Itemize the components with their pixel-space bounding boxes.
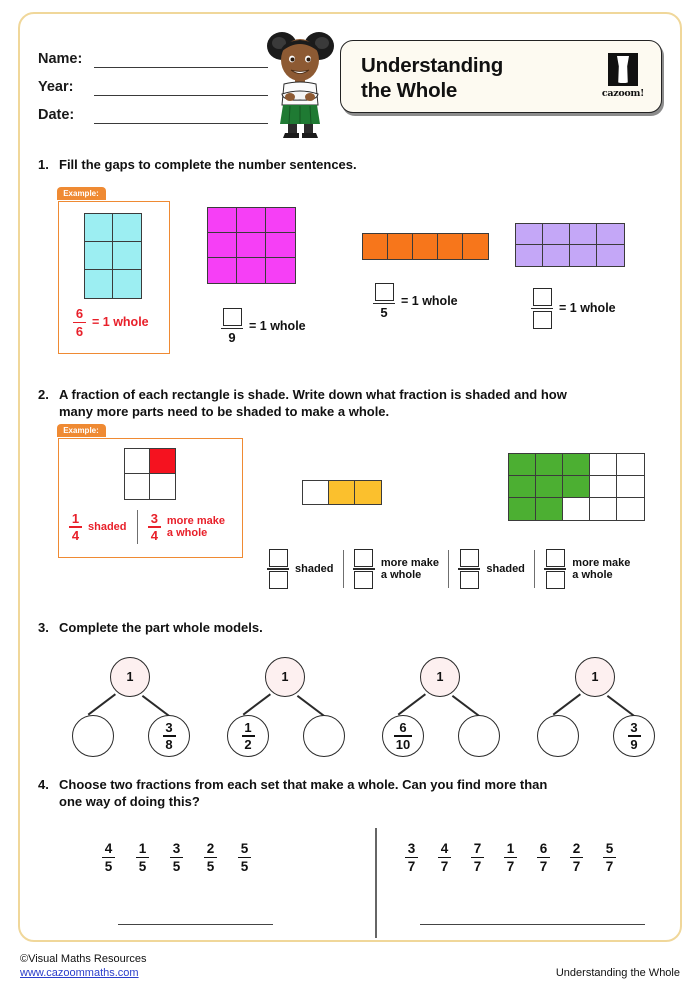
answer-fraction-more-1[interactable] <box>353 549 375 590</box>
denominator-answer-box[interactable] <box>546 571 565 589</box>
blank-fraction-over-5[interactable] <box>373 283 395 319</box>
answer-divider-3 <box>534 550 535 588</box>
question-2-answer-row <box>267 549 630 589</box>
part-circle-3-left <box>382 715 424 757</box>
cazoom-wordmark: cazoom! <box>601 88 645 99</box>
page-title-line-2: the Whole <box>361 79 458 102</box>
whole-circle-1: 1 <box>110 657 150 697</box>
example-shaded-label: shaded <box>88 520 127 533</box>
footer-sheet-title: Understanding the Whole <box>555 967 680 979</box>
denominator-value: 9 <box>228 329 236 345</box>
part-circle-3-right[interactable] <box>458 715 500 757</box>
set-b-fraction-3: $\frac{7}{7}$ <box>471 842 484 873</box>
example-shape-grid-cyan <box>85 214 141 298</box>
name-input-line[interactable] <box>94 54 268 68</box>
denominator-answer-box[interactable] <box>533 311 552 329</box>
numerator-answer-box[interactable] <box>223 308 242 326</box>
set-a-fraction-1: $\frac{4}{5}$ <box>102 842 115 873</box>
question-1-answer-2 <box>373 283 488 319</box>
shape-grid-yellow <box>303 481 381 504</box>
numerator-answer-box[interactable] <box>354 549 373 567</box>
set-b-fraction-5: $\frac{6}{7}$ <box>537 842 550 873</box>
set-a-fraction-3: $\frac{3}{5}$ <box>170 842 183 873</box>
year-field-row[interactable] <box>38 68 268 96</box>
part-whole-model-1 <box>60 657 200 757</box>
question-2-text-line-2: many more parts need to be shaded to make a whole. <box>59 404 390 419</box>
year-label: Year: <box>38 79 74 95</box>
question-1-example-box <box>58 189 170 354</box>
denominator-answer-box[interactable] <box>354 571 373 589</box>
question-1 <box>20 156 684 376</box>
example-equals-label: = 1 whole <box>92 315 149 330</box>
part-circle-4-right <box>613 715 655 757</box>
part-whole-model-2 <box>215 657 355 757</box>
question-2-item-2 <box>509 454 644 520</box>
set-b-fraction-4: $\frac{1}{7}$ <box>504 842 517 873</box>
equals-one-whole-label: = 1 whole <box>249 318 306 333</box>
answer-fraction-shaded-2[interactable] <box>458 549 480 590</box>
worksheet-title-plaque <box>340 40 662 113</box>
question-3-text: Complete the part whole models. <box>59 620 263 635</box>
question-1-item-3 <box>516 224 624 329</box>
example-answer-2 <box>69 509 225 545</box>
more-make-label-2: more make a whole <box>572 556 631 581</box>
whole-circle-3: 1 <box>420 657 460 697</box>
example-shape-grid-red <box>125 449 175 499</box>
question-1-answer-1 <box>221 308 306 344</box>
blank-fraction-over-9[interactable] <box>221 308 243 344</box>
page-title <box>361 53 576 103</box>
example-fraction-more: $\frac{3}{4}$ <box>148 512 161 543</box>
shape-grid-orange <box>363 234 488 259</box>
set-b-fraction-2: $\frac{4}{7}$ <box>438 842 451 873</box>
set-b-fraction-1: $\frac{3}{7}$ <box>405 842 418 873</box>
part-whole-model-3 <box>370 657 510 757</box>
example-tab-label: Example: <box>57 424 106 437</box>
whole-circle-4: 1 <box>575 657 615 697</box>
question-4-number: 4. <box>38 777 49 792</box>
part-fraction-3-8: $\frac{3}{8}$ <box>163 721 176 752</box>
question-2-example-box <box>58 426 243 558</box>
worksheet-page <box>18 12 682 942</box>
cazoom-glass-icon <box>608 53 638 86</box>
whole-circle-2: 1 <box>265 657 305 697</box>
part-circle-2-right[interactable] <box>303 715 345 757</box>
example-tab-label: Example: <box>57 187 106 200</box>
part-circle-1-right <box>148 715 190 757</box>
question-1-item-2 <box>363 234 488 319</box>
shaded-label-2: shaded <box>486 562 525 575</box>
more-make-label-1: more make a whole <box>380 556 439 581</box>
website-link[interactable]: www.cazoommaths.com <box>20 967 139 979</box>
part-fraction-6-10: $\frac{6}{10}$ <box>395 719 411 753</box>
name-field-row[interactable] <box>38 40 268 68</box>
question-4 <box>20 776 684 936</box>
shape-grid-purple <box>516 224 624 266</box>
question-1-text: Fill the gaps to complete the number sentences. <box>59 157 357 172</box>
part-whole-model-4 <box>525 657 665 757</box>
name-label: Name: <box>38 51 83 67</box>
question-4-text-line-2: one way of doing this? <box>59 794 200 809</box>
question-2-text-line-1: A fraction of each rectangle is shade. Write down what fraction is shaded and how <box>59 387 567 402</box>
date-field-row[interactable] <box>38 96 268 124</box>
question-1-answer-3 <box>531 288 624 329</box>
answer-fraction-more-2[interactable] <box>544 549 566 590</box>
example-divider <box>137 510 138 544</box>
question-4-set-b <box>405 842 616 873</box>
numerator-answer-box[interactable] <box>533 288 552 306</box>
blank-fraction-both[interactable] <box>531 288 553 329</box>
question-4-divider <box>375 828 377 938</box>
question-4-text-line-1: Choose two fractions from each set that make a whole. Can you find more than <box>59 777 548 792</box>
part-circle-4-left[interactable] <box>537 715 579 757</box>
shape-grid-green <box>509 454 644 520</box>
question-1-number: 1. <box>38 157 49 172</box>
part-circle-1-left[interactable] <box>72 715 114 757</box>
question-2-item-1 <box>303 481 381 504</box>
numerator-answer-box[interactable] <box>269 549 288 567</box>
question-4-set-a <box>102 842 251 873</box>
numerator-answer-box[interactable] <box>375 283 394 301</box>
question-3 <box>20 619 684 769</box>
worksheet-header <box>20 14 684 136</box>
question-2-number: 2. <box>38 387 49 402</box>
question-4-answer-line-a[interactable] <box>118 924 273 925</box>
question-3-number: 3. <box>38 620 49 635</box>
part-fraction-3-9: $\frac{3}{9}$ <box>628 721 641 752</box>
shape-grid-magenta <box>208 208 306 283</box>
part-fraction-1-2: $\frac{1}{2}$ <box>242 721 255 752</box>
example-fraction-6-6: $\frac{6}{6}$ <box>73 307 86 338</box>
example-fraction-shaded: $\frac{1}{4}$ <box>69 512 82 543</box>
student-mascot-icon <box>257 30 343 140</box>
denominator-answer-box[interactable] <box>269 571 288 589</box>
denominator-answer-box[interactable] <box>460 571 479 589</box>
shaded-label-1: shaded <box>295 562 334 575</box>
answer-divider-1 <box>343 550 344 588</box>
question-1-item-1 <box>208 208 306 344</box>
answer-fraction-shaded-1[interactable] <box>267 549 289 590</box>
copyright-text: ©Visual Maths Resources <box>20 953 147 965</box>
set-b-fraction-7: $\frac{5}{7}$ <box>603 842 616 873</box>
example-answer-1 <box>73 307 149 338</box>
numerator-answer-box[interactable] <box>460 549 479 567</box>
cazoom-logo <box>599 53 647 103</box>
year-input-line[interactable] <box>94 82 268 96</box>
denominator-value: 5 <box>380 304 388 320</box>
date-input-line[interactable] <box>94 110 268 124</box>
part-circle-2-left <box>227 715 269 757</box>
set-a-fraction-4: $\frac{2}{5}$ <box>204 842 217 873</box>
numerator-answer-box[interactable] <box>546 549 565 567</box>
answer-divider-2 <box>448 550 449 588</box>
date-label: Date: <box>38 107 75 123</box>
equals-one-whole-label: = 1 whole <box>559 301 616 316</box>
page-title-line-1: Understanding <box>361 54 504 77</box>
example-more-label: more make a whole <box>166 514 225 539</box>
set-a-fraction-2: $\frac{1}{5}$ <box>136 842 149 873</box>
question-2 <box>20 386 684 611</box>
set-a-fraction-5: $\frac{5}{5}$ <box>238 842 251 873</box>
set-b-fraction-6: $\frac{2}{7}$ <box>570 842 583 873</box>
student-info-block <box>38 40 268 124</box>
question-4-answer-line-b[interactable] <box>420 924 645 925</box>
equals-one-whole-label: = 1 whole <box>401 293 458 308</box>
